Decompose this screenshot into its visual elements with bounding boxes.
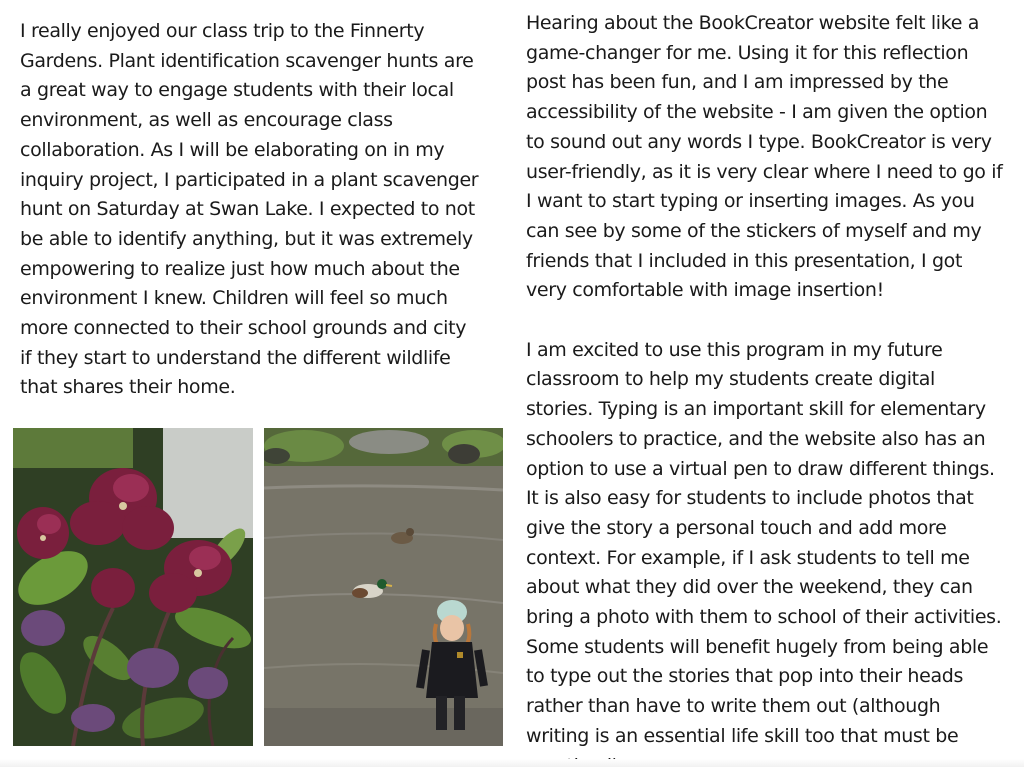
right-paragraph-1: Hearing about the BookCreator website felt like a game-changer for me. Using it for this reflection post has been fun, and I am impressed by the accessibility of the website - I am given the option to sound out any words I type. BookCreator is very user-friendly, as it is very clear where I need to go if I want to start typing or inserting images. As you can see by some of the stickers of myself and my friends that I included in this presentation, I got very comfortable with image insertion! bbox=[526, 12, 1003, 302]
flowers-photo-icon bbox=[13, 428, 253, 746]
hellebore-flowers-photo[interactable] bbox=[13, 428, 253, 746]
right-paragraph-2: I am excited to use this program in my future classroom to help my students create digital stories. Typing is an important skill for elementary schoolers to practice, and the website also has an option to use a virtual pen to draw different things. It is also easy for students to include photos that give the story a personal touch and add more context. For example, if I ask students to tell me about what they did over the weekend, they can bring a photo with them to school of their activities. Some students will benefit hugely from being able to type out the stories that pop into their heads rather than have to write them out (although writing is an essential life skill too that must be bbox=[526, 338, 1002, 747]
right-column-text bbox=[526, 9, 1024, 767]
page-bottom-edge bbox=[0, 759, 1024, 767]
swan-lake-stream-photo[interactable] bbox=[264, 428, 503, 746]
left-column-paragraph: I really enjoyed our class trip to the Finnerty Gardens. Plant identification scavenger hunts are a great way to engage students with their local environment, as well as encourage class collaboration. As I will be elaborating on in my inquiry project, I participated in a plant scavenger hunt on Saturday at Swan Lake. I expected to not be able to identify anything, but it was extremely empowering to realize just how much about the environment I knew. Children will feel so much more connected to their school grounds and city if they start to understand the different wildlife that shares their home. bbox=[20, 20, 479, 399]
stream-photo-icon bbox=[264, 428, 503, 746]
